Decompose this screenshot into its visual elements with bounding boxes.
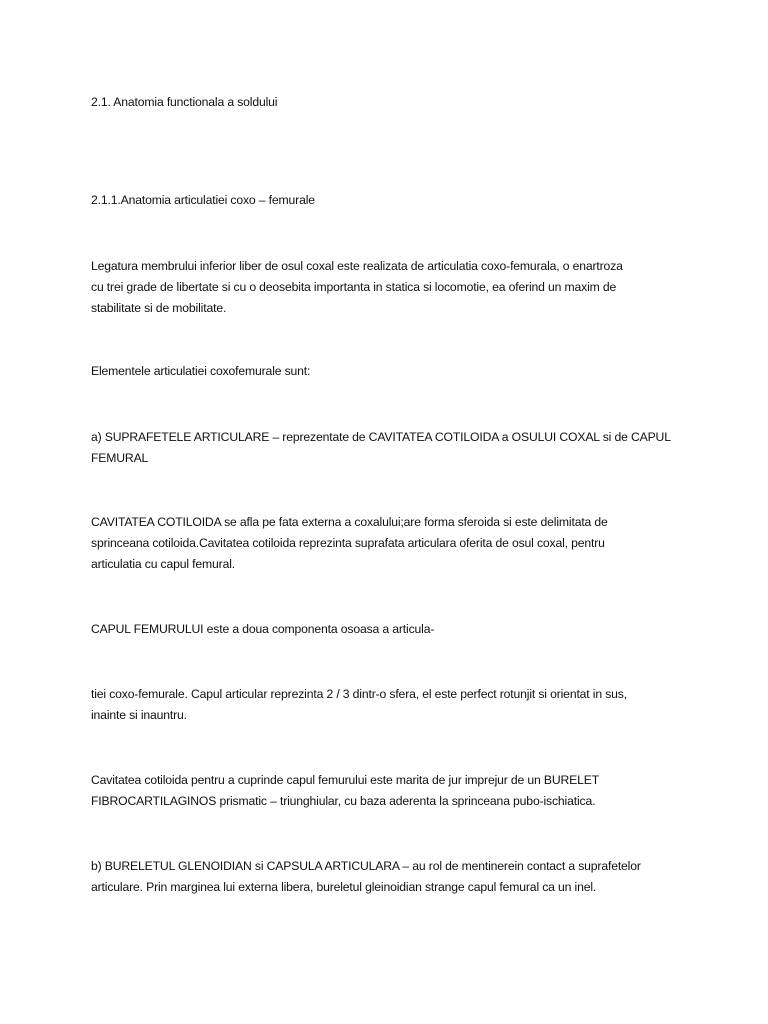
paragraph-line: inainte si inauntru. [91,708,187,722]
paragraph-line: articulatia cu capul femural. [91,557,236,571]
paragraph-line: tiei coxo-femurale. Capul articular reprezinta 2 / 3 dintr-o sfera, el este perfect rotunjit si orientat in sus, [91,687,627,701]
paragraph-line: b) BURELETUL GLENOIDIAN si CAPSULA ARTICULARA – au rol de mentinerein contact a suprafetelor [91,859,641,873]
paragraph-cavitatea-cotiloida [91,512,691,575]
paragraph-line: Cavitatea cotiloida pentru a cuprinde capul femurului este marita de jur imprejur de un BURELET [91,773,600,787]
paragraph-bureletul-glenoidian [91,856,691,898]
section-heading [91,92,691,113]
paragraph-suprafete-articulare [91,427,691,469]
paragraph-line: FEMURAL [91,451,149,465]
paragraph-line: stabilitate si de mobilitate. [91,301,227,315]
paragraph-line: Legatura membrului inferior liber de osul coxal este realizata de articulatia coxo-femurala, o enartroza [91,259,623,273]
subsection-heading-text: 2.1.1.Anatomia articulatiei coxo – femurale [91,193,315,207]
subsection-heading [91,190,691,211]
paragraph-burelet-fibrocartilaginos [91,770,691,812]
paragraph-articulatia-intro [91,256,691,319]
paragraph-elemente [91,361,691,382]
paragraph-capul-articular [91,684,691,726]
paragraph-line: FIBROCARTILAGINOS prismatic – triunghiular, cu baza aderenta la sprinceana pubo-ischiatica. [91,794,596,808]
paragraph-line: articulare. Prin marginea lui externa libera, bureletul gleinoidian strange capul femural ca un inel. [91,880,597,894]
paragraph-line: CAPUL FEMURULUI este a doua componenta osoasa a articula- [91,622,435,636]
section-heading-text: 2.1. Anatomia functionala a soldului [91,95,278,109]
paragraph-line: sprinceana cotiloida.Cavitatea cotiloida reprezinta suprafata articulara oferita de osul coxal, pentru [91,536,605,550]
paragraph-line: cu trei grade de libertate si cu o deosebita importanta in statica si locomotie, ea oferind un maxim de [91,280,617,294]
paragraph-line: CAVITATEA COTILOIDA se afla pe fata externa a coxalului;are forma sferoida si este delimitata de [91,515,608,529]
paragraph-capul-femurului [91,619,691,640]
paragraph-line: a) SUPRAFETELE ARTICULARE – reprezentate de CAVITATEA COTILOIDA a OSULUI COXAL si de CAPUL [91,430,671,444]
paragraph-line: Elementele articulatiei coxofemurale sunt: [91,364,311,378]
